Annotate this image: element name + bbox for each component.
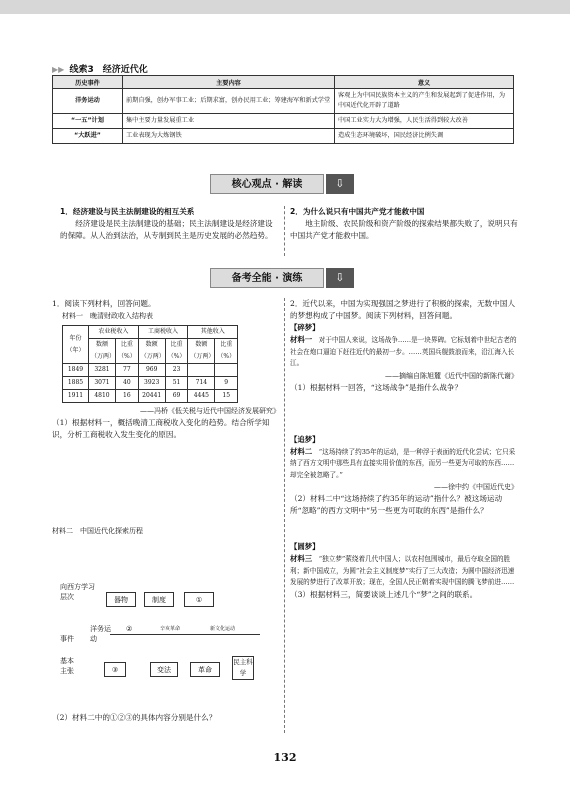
table-row: 1849 3281 77 969 23 (63, 364, 238, 377)
header-meaning: 意义 (335, 76, 514, 89)
banner-practice: 备考全能 · 演练 ⇩ (210, 268, 354, 288)
question-2: 2．近代以来，中国为实现强国之梦进行了积极的探索，无数中国人的梦想构成了中国梦。阅读下列材料，回答问题。 【碎梦】 材料一 对于中国人来说，这场战争……是一块界碑。它标划着中世纪古老的社会在炮口逼迫下赶往近代的最初一步。……英国兵舰鼓浪而来，沿江海入长江。 ——摘编自陈旭麓《近代中国的新陈代谢》 （1）根据材料一回答，“这场战争”是指什么战争？ 【追梦】 材料二 “这场持续了约35年的运动，是一种浮于表面的近代化尝试；它只采纳了西方文明中那些具有直接实用价值的东西，而另一些更为可取的东西……却完全被忽略了。” ——徐中约《中国近代史》 （2）材料二中“这场持续了约35年的运动”指什么？被这场运动所“忽略”的西方文明中“另一些更为可取的东西”是指什么？ 【圆梦】 材料三 “独立梦”萦绕着几代中国人；以农村包围城市，最后夺取全国的胜利；新中国成立，为圆“社会主义制度梦”实行了三大改造；为圆中国经济迅速发展的梦进行了改革开放；现在，全国人民正朝着实现中国的腾飞梦前进…… （3）根据材料三，简要谈谈上述几个“梦”之间的联系。 (290, 299, 518, 599)
timeline-arrow (110, 634, 260, 635)
header-event: 历史事件 (53, 76, 123, 89)
double-arrow-icon: ▶▶ (52, 65, 65, 74)
table-row: “大跃进” 工业表现为大炼钢铁 造成生态环境破坏，国民经济比例失调 (53, 128, 514, 143)
column-divider (284, 206, 285, 256)
exploration-diagram: 向西方学习层次 器物 制度 ① 事件 洋务运动 ② 辛亥革命 新文化运动 基本主张 ③ 变法 革命 民主科学 (60, 582, 280, 712)
question-1: 1．阅读下列材料，回答问题。 材料一 晚清财政收入结构表 年份（年） 农业税收入 工商税收入 其他收入 数额（万两） 比重（%） 数额（万两） 比重（%） 数额（万两） 比重（%） 1849 3281 77 969 23 1885 3071 40 3923 51 714 9 1911 4810 16 20441 69 4445 15 ——冯桥《低关税与近代中国经济发展研究》 （1）根据材料一，概括晚清工商税收入变化的趋势。结合所学知识，分析工商税收入发生变化的原因。 材料二 中国近代化探索历程 (52, 299, 280, 535)
header-content: 主要内容 (123, 76, 335, 89)
top-gray-bar (0, 0, 570, 14)
view-1: 1．经济建设与民主法制建设的相互关系 经济建设是民主法制建设的基础；民主法制建设是经济建设的保障。从人治到法治，从专制到民主是历史发展的必然趋势。 (60, 207, 273, 240)
summary-table (52, 75, 514, 144)
down-arrow-icon: ⇩ (326, 174, 354, 194)
view-2: 2．为什么说只有中国共产党才能救中国 地主阶级、农民阶级和资产阶级的探索结果都失败了，说明只有中国共产党才能救中国。 (290, 207, 518, 240)
table-row: 1885 3071 40 3923 51 714 9 (63, 377, 238, 390)
column-divider (284, 298, 285, 733)
question-1-sub2: （2）材料二中的①②③的具体内容分别是什么？ (52, 713, 217, 722)
table-row: 1911 4810 16 20441 69 4445 15 (63, 390, 238, 403)
table-row: “一五”计划 集中主要力量发展重工业 中国工业实力大为增强，人民生活得到较大改善 (53, 113, 514, 128)
down-arrow-icon: ⇩ (326, 268, 354, 288)
table-row: 洋务运动 前期自强，创办军事工业；后期求富，创办民用工业；筹建海军和新式学堂 客观上为中国民族资本主义的产生和发展起到了促进作用，为中国近代化开辟了道路 (53, 89, 514, 114)
banner-core-views: 核心观点 · 解读 ⇩ (210, 174, 354, 194)
page-number: 132 (273, 751, 297, 764)
table-header-row (53, 76, 514, 89)
revenue-table: 年份（年） 农业税收入 工商税收入 其他收入 数额（万两） 比重（%） 数额（万两） 比重（%） 数额（万两） 比重（%） 1849 3281 77 969 23 1885 3071 40 3923 51 714 9 1911 4810 16 20441 69 4445 15 (62, 325, 238, 403)
section-title: ▶▶ 线索3 经济近代化 (52, 65, 148, 75)
